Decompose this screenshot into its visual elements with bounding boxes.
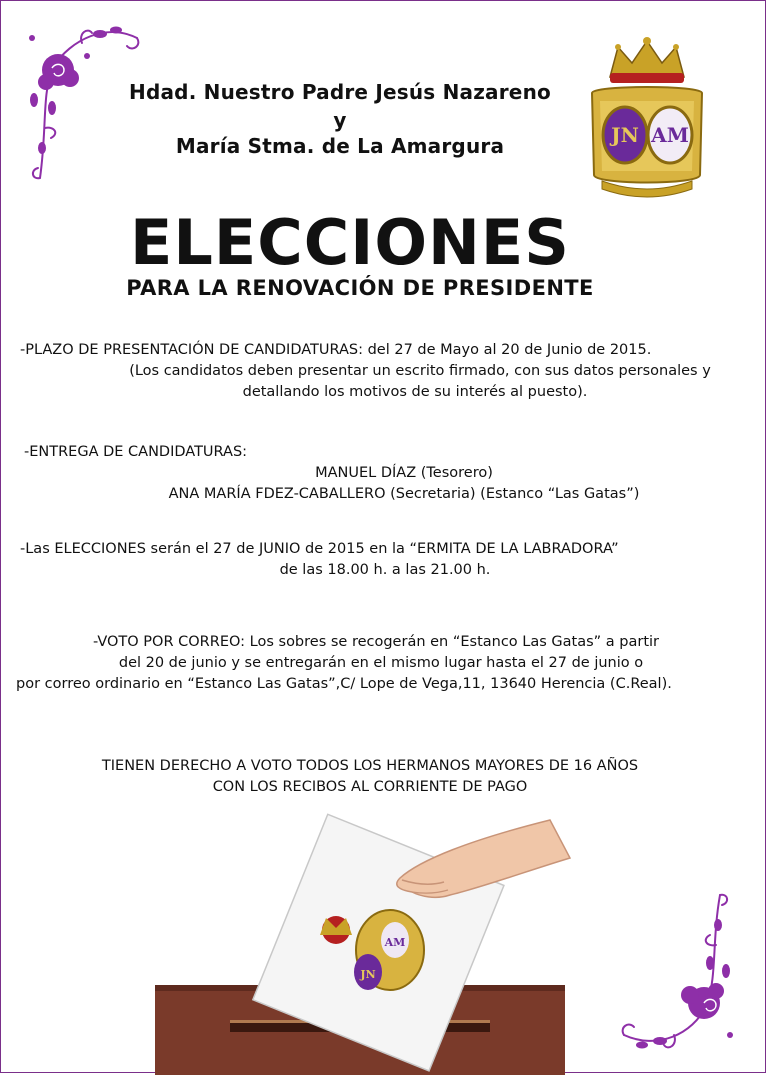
purple-rose-flourish-bottom-icon (612, 885, 752, 1065)
elecciones-hours: de las 18.00 h. a las 21.00 h. (279, 562, 491, 578)
ballot-illustration (150, 800, 590, 1075)
plazo-detail-2: detallando los motivos de su interés al puesto). (242, 384, 588, 400)
derecho-line-1: TIENEN DERECHO A VOTO TODOS LOS HERMANOS MAYORES DE 16 AÑOS (101, 758, 639, 774)
entrega-candidate-1: MANUEL DÍAZ (Tesorero) (315, 465, 493, 481)
entrega-candidate-2: ANA MARÍA FDEZ-CABALLERO (Secretaria) (Estanco “Las Gatas”) (168, 486, 640, 502)
voto-line-3: por correo ordinario en “Estanco Las Gatas”,C/ Lope de Vega,11, 13640 Herencia (C.Real). (16, 676, 672, 692)
plazo-detail-1: (Los candidatos deben presentar un escrito firmado, con sus datos personales y (129, 363, 711, 379)
brotherhood-name-second: María Stma. de La Amargura (175, 134, 505, 158)
plazo-heading: -PLAZO DE PRESENTACIÓN DE CANDIDATURAS: del 27 de Mayo al 20 de Junio de 2015. (20, 342, 652, 358)
brotherhood-name: Hdad. Nuestro Padre Jesús Nazareno (129, 80, 551, 104)
brotherhood-crest-icon (582, 35, 712, 205)
page-subtitle: PARA LA RENOVACIÓN DE PRESIDENTE (126, 276, 594, 300)
page-title: ELECCIONES (130, 206, 570, 279)
voto-line-1: -VOTO POR CORREO: Los sobres se recogerán en “Estanco Las Gatas” a partir (92, 634, 660, 650)
plazo-section (20, 340, 760, 403)
elecciones-section (20, 539, 750, 581)
derecho-section (30, 756, 710, 798)
svg-text:JN: JN (611, 123, 639, 147)
entrega-heading: -ENTREGA DE CANDIDATURAS: (24, 444, 248, 460)
svg-text:JN: JN (360, 968, 376, 981)
voto-line-2: del 20 de junio y se entregarán en el mismo lugar hasta el 27 de junio o (118, 655, 644, 671)
brotherhood-conjunction: y (333, 108, 347, 132)
elecciones-date: -Las ELECCIONES serán el 27 de JUNIO de 2015 en la “ERMITA DE LA LABRADORA” (20, 541, 619, 557)
voto-section (16, 632, 756, 695)
entrega-section (24, 442, 744, 505)
svg-text:AM: AM (651, 123, 689, 147)
svg-text:AM: AM (384, 936, 406, 949)
derecho-line-2: CON LOS RECIBOS AL CORRIENTE DE PAGO (212, 779, 528, 795)
